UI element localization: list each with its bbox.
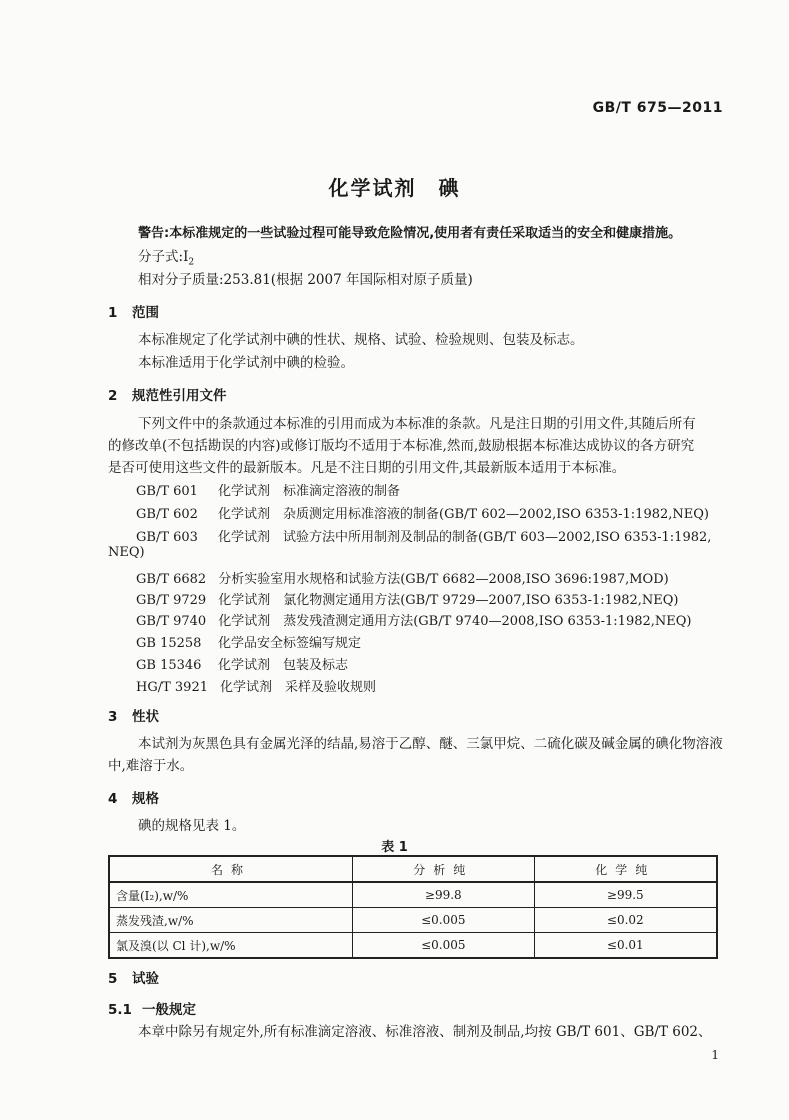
reference-item — [136, 676, 376, 695]
paragraph-line: 的修改单(不包括勘误的内容)或修订版均不适用于本标准,然而,鼓励根据本标准达成协议的各方研究 — [108, 438, 695, 454]
section-1-heading — [108, 301, 159, 321]
reference-title: 化学试剂 杂质测定用标准溶液的制备(GB/T 602—2002,ISO 6353-1:1982,NEQ) — [218, 507, 709, 522]
section-title: 规格 — [132, 791, 159, 807]
table-cell: 含量(I₂),w/% — [109, 882, 353, 908]
table-caption: 表 1 — [381, 840, 408, 855]
paragraph-line: 本标准规定了化学试剂中碘的性状、规格、试验、检验规则、包装及标志。 — [138, 332, 584, 348]
table-cell: ≤0.02 — [534, 908, 717, 933]
document-title: 化学试剂 碘 — [328, 176, 461, 200]
reference-code: HG/T 3921 — [136, 680, 208, 695]
reference-code: GB 15346 — [136, 658, 202, 673]
section-2-heading — [108, 384, 227, 404]
reference-item — [136, 568, 669, 587]
reference-item — [136, 503, 709, 522]
reference-item — [136, 480, 400, 499]
reference-title: 化学试剂 包装及标志 — [218, 658, 349, 673]
standard-code: GB/T 675—2011 — [592, 100, 723, 116]
table-cell: ≥99.8 — [353, 882, 535, 908]
reference-code: GB/T 6682 — [136, 572, 207, 587]
warning-text: 警告:本标准规定的一些试验过程可能导致危险情况,使用者有责任采取适当的安全和健康措施。 — [138, 226, 682, 241]
section-title: 规范性引用文件 — [132, 388, 227, 404]
table-cell: ≥99.5 — [534, 882, 717, 908]
table-cell: 氯及溴(以 Cl 计),w/% — [109, 933, 353, 959]
section-4-heading — [108, 787, 159, 807]
reference-title: 化学试剂 采样及验收规则 — [220, 680, 377, 695]
section-title: 范围 — [132, 305, 159, 321]
reference-item — [136, 632, 361, 651]
reference-code: GB/T 601 — [136, 484, 198, 499]
section-title: 一般规定 — [142, 1002, 196, 1018]
section-number: 1 — [108, 305, 118, 321]
reference-item — [136, 526, 711, 545]
column-header: 化学纯 — [534, 856, 717, 882]
molecular-mass: 相对分子质量:253.81(根据 2007 年国际相对原子质量) — [138, 272, 473, 288]
section-number: 3 — [108, 709, 118, 725]
reference-item — [136, 654, 348, 673]
table-cell: ≤0.005 — [353, 908, 535, 933]
formula-subscript: 2 — [188, 257, 195, 268]
reference-continuation: NEQ) — [108, 545, 145, 560]
table-row — [109, 908, 717, 933]
paragraph-line: 本章中除另有规定外,所有标准滴定溶液、标准溶液、制剂及制品,均按 GB/T 601、GB/T 602、 — [138, 1024, 712, 1040]
reference-title: 化学试剂 氯化物测定通用方法(GB/T 9729—2007,ISO 6353-1:1982,NEQ) — [218, 593, 679, 608]
reference-code: GB/T 9729 — [136, 593, 207, 608]
reference-title: 化学品安全标签编写规定 — [218, 636, 362, 651]
formula-value: I — [183, 249, 189, 265]
section-title: 性状 — [132, 709, 159, 725]
section-5-1-heading — [108, 998, 196, 1018]
reference-code: GB/T 602 — [136, 507, 198, 522]
reference-code: GB 15258 — [136, 636, 202, 651]
reference-title: 化学试剂 蒸发残渣测定通用方法(GB/T 9740—2008,ISO 6353-1:1982,NEQ) — [218, 614, 692, 629]
table-row — [109, 882, 717, 908]
column-header: 名称 — [109, 856, 353, 882]
reference-code: GB/T 603 — [136, 530, 198, 545]
reference-title: 化学试剂 标准滴定溶液的制备 — [218, 484, 401, 499]
molecular-formula — [138, 247, 194, 273]
table-cell: ≤0.01 — [534, 933, 717, 959]
reference-title: 分析实验室用水规格和试验方法(GB/T 6682—2008,ISO 3696:1987,MOD) — [218, 572, 669, 587]
section-number: 5 — [108, 971, 118, 987]
column-header: 分析纯 — [353, 856, 535, 882]
paragraph-line: 是否可使用这些文件的最新版本。凡是不注日期的引用文件,其最新版本适用于本标准。 — [108, 460, 626, 476]
paragraph-line: 本标准适用于化学试剂中碘的检验。 — [138, 355, 354, 371]
section-number: 2 — [108, 388, 118, 404]
table-header-row — [109, 856, 717, 882]
reference-title: 化学试剂 试验方法中所用制剂及制品的制备(GB/T 603—2002,ISO 6353-1:1982, — [218, 530, 712, 545]
reference-item — [136, 610, 691, 629]
paragraph-line: 碘的规格见表 1。 — [138, 818, 246, 834]
specification-table — [108, 855, 718, 959]
formula-label: 分子式: — [138, 249, 184, 265]
reference-code: GB/T 9740 — [136, 614, 207, 629]
reference-item — [136, 589, 678, 608]
table-cell: ≤0.005 — [353, 933, 535, 959]
paragraph-line: 下列文件中的条款通过本标准的引用而成为本标准的条款。凡是注日期的引用文件,其随后所有 — [138, 416, 696, 432]
page-number: 1 — [711, 1048, 719, 1062]
section-title: 试验 — [132, 971, 159, 987]
paragraph-line: 本试剂为灰黑色具有金属光泽的结晶,易溶于乙醇、醚、三氯甲烷、二硫化碳及碱金属的碘化物溶液 — [138, 736, 723, 752]
table-row — [109, 933, 717, 959]
paragraph-line: 中,难溶于水。 — [108, 758, 194, 774]
section-3-heading — [108, 705, 159, 725]
section-5-heading — [108, 967, 159, 987]
section-number: 4 — [108, 791, 118, 807]
table-cell: 蒸发残渣,w/% — [109, 908, 353, 933]
section-number: 5.1 — [108, 1002, 132, 1018]
